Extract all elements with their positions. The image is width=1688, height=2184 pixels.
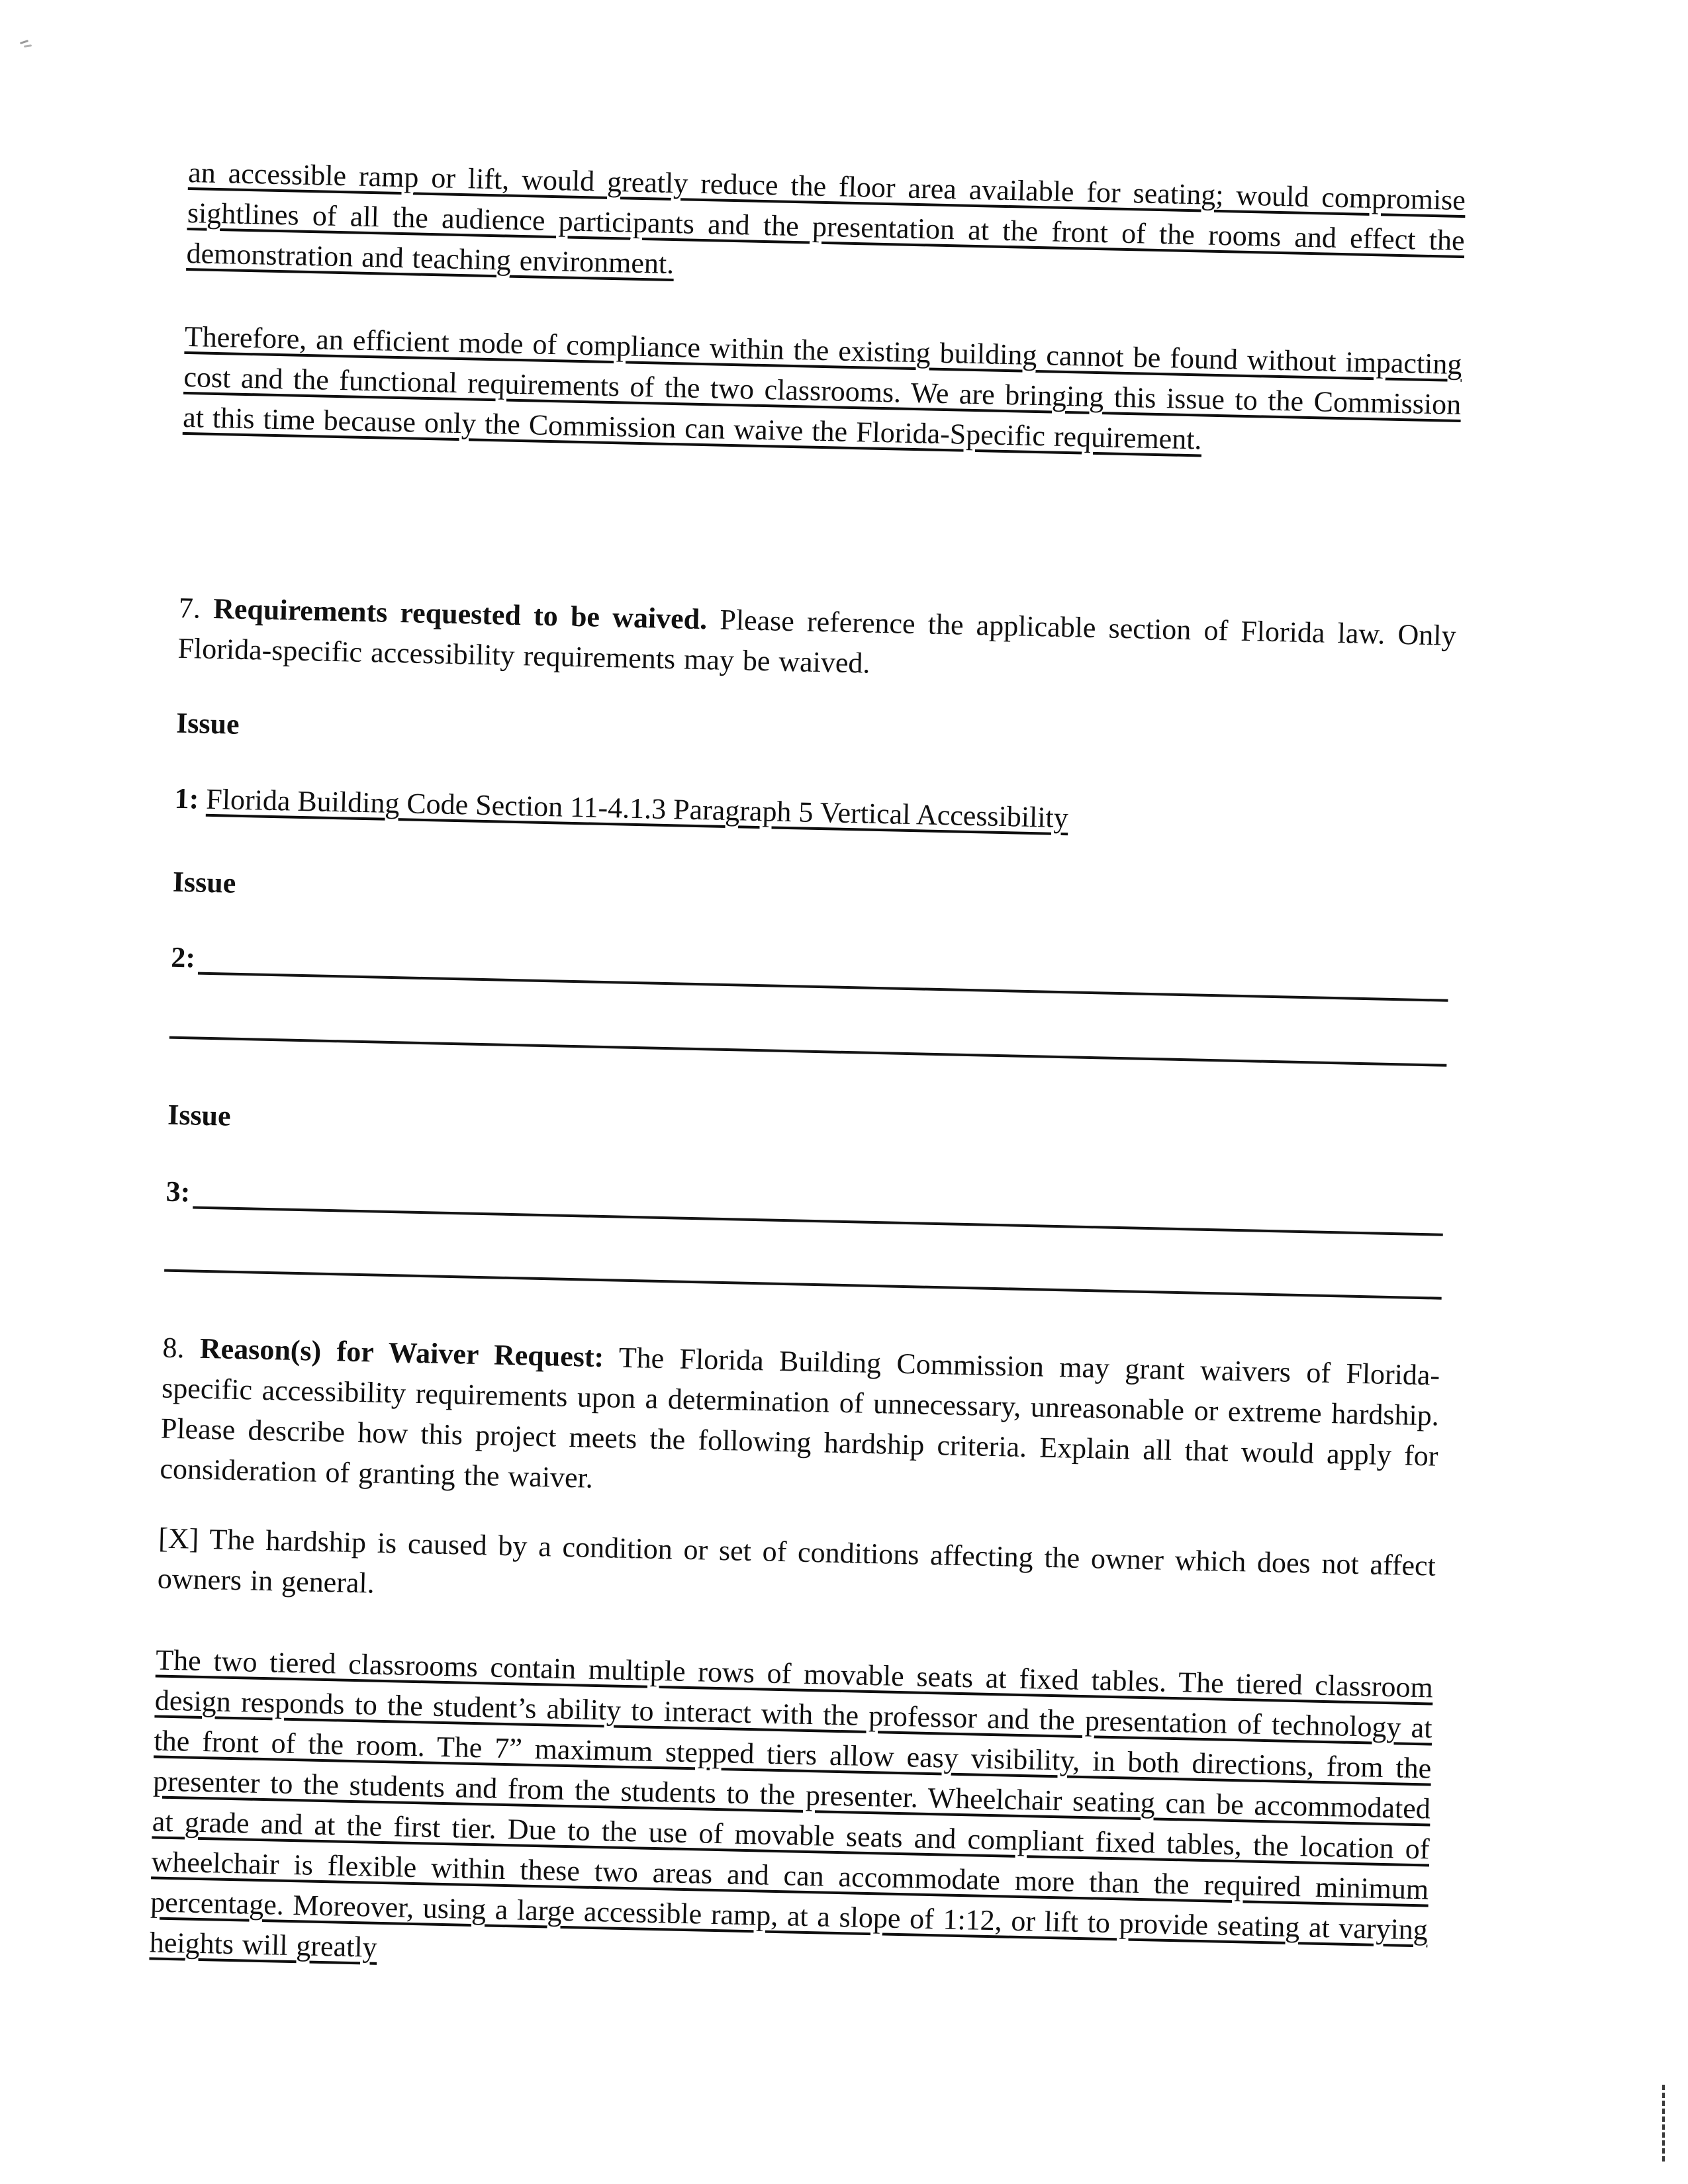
scan-artifact-dashed-line (1662, 2085, 1665, 2161)
issue3-blank-line (193, 1172, 1444, 1236)
issue2-row (171, 937, 1449, 1005)
issue3-row (165, 1171, 1444, 1240)
issue2-extra-blank-line (169, 1036, 1447, 1067)
issue-label-1-text: Issue (175, 706, 240, 741)
section8-paragraph (160, 1328, 1440, 1517)
issue2-number: 2: (170, 940, 196, 974)
issue-label-3: Issue (167, 1098, 232, 1132)
section8-number: 8. (162, 1331, 185, 1365)
section7-title: Requirements requested to be waived. (212, 592, 708, 636)
hardship-response-paragraph: The two tiered classrooms contain multiple rows of movable seats at fixed tables. The tiered classroom design responds to the student’s ability to interact with the professor and the presentation of technology at the front of the room. The 7” maximum stepped tiers allow easy visibility, in both directions, from the presenter to the students and from the students to the presenter. Wheelchair seating can be accommodated at grade and at the first tier. Due to the use of movable seats and compliant fixed tables, the location of wheelchair is flexible within these two areas and can accommodate more than the required minimum percentage. Moreover, using a large accessible ramp, at a slope of 1:12, or lift to provide seating at varying heights will greatly (149, 1643, 1434, 1964)
section8-body: The Florida Building Commission may grant waivers of Florida-specific accessibility requirements upon a determination of unnecessary, unreasonable or extreme hardship. Please describe how this project meets the following hardship criteria. Explain all that would apply for consideration of granting the waiver. (160, 1341, 1440, 1494)
document-page (148, 152, 1466, 2046)
hardship-criterion-paragraph (157, 1518, 1436, 1627)
issue1-text: Florida Building Code Section 11-4.1.3 Paragraph 5 Vertical Accessibility (205, 782, 1069, 835)
hardship-criterion-text: The hardship is caused by a condition or set of conditions affecting the owner which does not affect owners in general. (157, 1523, 1436, 1600)
issue3-extra-blank-line (164, 1269, 1442, 1300)
issue-label-2: Issue (172, 865, 236, 899)
section7-body: Please reference the applicable section of Florida law. Only Florida-specific accessibility requirements may be waived. (177, 603, 1457, 680)
hardship-checkbox-mark: [X] (158, 1522, 199, 1555)
therefore-paragraph: Therefore, an efficient mode of compliance within the existing building cannot be found without impacting cost and the functional requirements of the two classrooms. We are bringing this issue to the Commission at this time because only the Commission can waive the Florida-Specific requirement. (182, 320, 1462, 456)
section8-title: Reason(s) for Waiver Request: (199, 1332, 604, 1374)
issue1-number: 1: (174, 782, 199, 815)
issue1-row (174, 778, 1452, 846)
section7-number: 7. (178, 591, 201, 625)
scan-artifact-mark (20, 40, 34, 49)
section7-paragraph (177, 588, 1456, 696)
continuation-paragraph: an accessible ramp or lift, would greatly reduce the floor area available for seating; would compromise sightlines of all the audience participants and the presentation at the front of the rooms and effect the demonstration and teaching environment. (186, 156, 1466, 281)
issue2-blank-line (198, 938, 1449, 1002)
issue3-number: 3: (165, 1175, 191, 1208)
